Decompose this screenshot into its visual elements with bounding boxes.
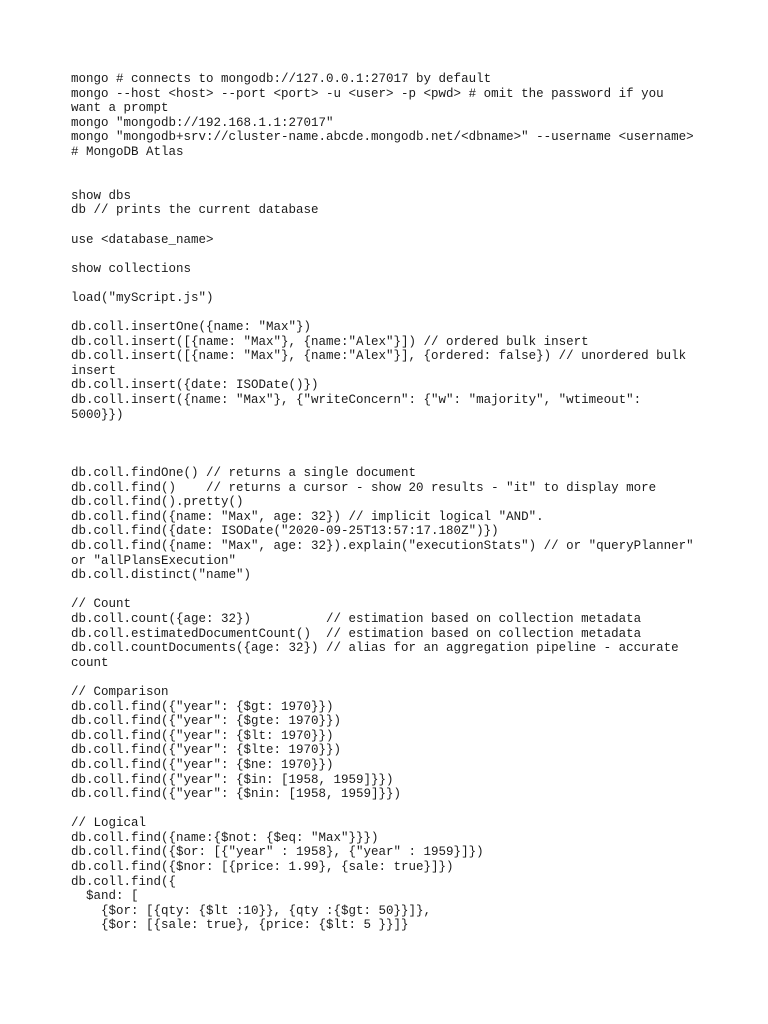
code-line: db.coll.find({ [71,874,177,889]
code-line [71,218,703,233]
code-line: db.coll.insert([{name: "Max"}, {name:"Alex"}]) // ordered bulk insert [71,334,589,349]
code-line: mongo --host <host> --port <port> -u <user> -p <pwd> # omit the password if you [71,86,664,101]
code-line [71,306,703,321]
code-line: load("myScript.js") [71,290,214,305]
code-line: db.coll.find({name: "Max", age: 32}).explain("executionStats") // or "queryPlanner" [71,539,694,553]
code-line: 5000}}) [71,407,124,422]
code-line: db.coll.insert({date: ISODate()}) [71,378,319,393]
code-line [71,583,703,598]
code-line: db.coll.estimatedDocumentCount() // estimation based on collection metadata [71,626,642,641]
code-line: db.coll.find({$or: [{"year" : 1958}, {"year" : 1959}]}) [71,845,484,860]
code-line: db.coll.insertOne({name: "Max"}) [71,320,312,335]
code-line [71,802,703,817]
code-line [71,451,703,466]
code-line: // Logical [71,816,147,831]
code-line: db.coll.find({"year": {$lte: 1970}}) [71,743,342,758]
code-block [71,72,703,933]
code-line: // Count [71,597,132,612]
code-line [71,174,703,189]
code-line: # MongoDB Atlas [71,144,184,159]
code-line: db.coll.find().pretty() [71,495,244,510]
code-line: db.coll.find() // returns a cursor - show 20 results - "it" to display more [71,480,657,495]
code-line: db.coll.find({$nor: [{price: 1.99}, {sale: true}]}) [71,860,454,875]
code-line [71,437,703,452]
code-line [71,247,703,262]
code-line: or "allPlansExecution" [71,553,237,568]
code-line: // Comparison [71,684,169,699]
code-line: db.coll.find({name:{$not: {$eq: "Max"}}}) [71,830,379,845]
code-line: db.coll.count({age: 32}) // estimation based on collection metadata [71,611,642,626]
code-line: db.coll.insert({name: "Max"}, {"writeConcern": {"w": "majority", "wtimeout": [71,393,642,408]
code-line [71,276,703,291]
code-line: db.coll.find({name: "Max", age: 32}) // implicit logical "AND". [71,509,544,524]
code-line: db.coll.find({"year": {$gt: 1970}}) [71,699,334,714]
code-line: mongo # connects to mongodb://127.0.0.1:27017 by default [71,72,492,86]
code-line: count [71,655,109,670]
code-line: db.coll.find({"year": {$lt: 1970}}) [71,728,334,743]
code-line: db.coll.find({"year": {$gte: 1970}}) [71,714,342,729]
code-line: {$or: [{qty: {$lt :10}}, {qty :{$gt: 50}}]}, [71,903,432,918]
code-line: db // prints the current database [71,203,319,218]
code-line: $and: [ [71,889,139,904]
code-line: use <database_name> [71,232,214,247]
code-line: db.coll.insert([{name: "Max"}, {name:"Alex"}], {ordered: false}) // unordered bulk [71,349,687,364]
code-line: db.coll.find({"year": {$nin: [1958, 1959]}}) [71,787,402,802]
code-line: show collections [71,261,192,276]
code-line: db.coll.distinct("name") [71,568,252,583]
code-line: show dbs [71,188,132,203]
code-line [71,670,703,685]
code-line: want a prompt [71,101,169,116]
code-line: insert [71,363,117,378]
code-line [71,422,703,437]
code-line: mongo "mongodb://192.168.1.1:27017" [71,115,334,130]
code-line: db.coll.findOne() // returns a single document [71,466,417,481]
code-line: db.coll.find({"year": {$ne: 1970}}) [71,757,334,772]
code-line: db.coll.countDocuments({age: 32}) // alias for an aggregation pipeline - accurate [71,641,679,656]
code-line: {$or: [{sale: true}, {price: {$lt: 5 }}]} [71,918,409,933]
code-line: db.coll.find({date: ISODate("2020-09-25T13:57:17.180Z")}) [71,524,499,539]
code-line: mongo "mongodb+srv://cluster-name.abcde.mongodb.net/<dbname>" --username <username> [71,130,694,145]
code-line: db.coll.find({"year": {$in: [1958, 1959]}}) [71,772,394,787]
code-line [71,160,703,175]
